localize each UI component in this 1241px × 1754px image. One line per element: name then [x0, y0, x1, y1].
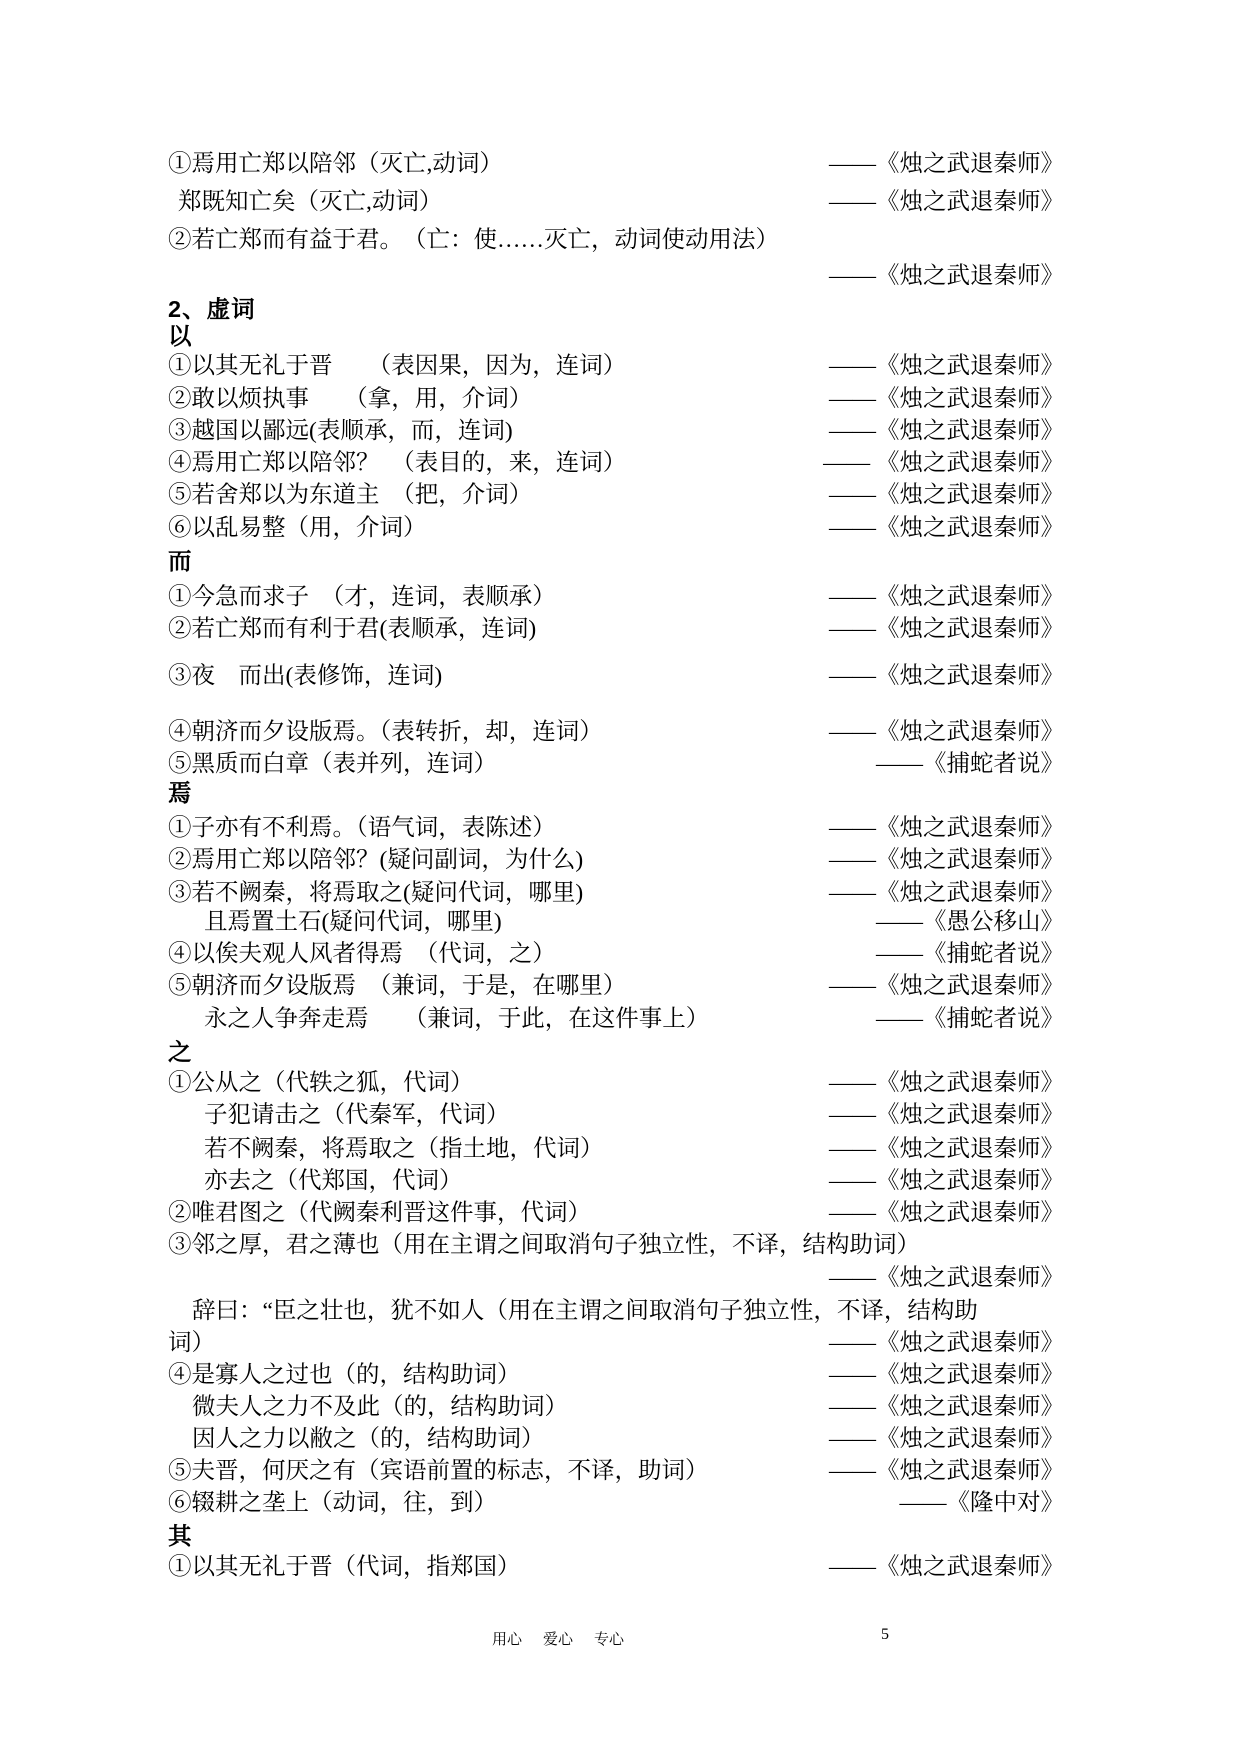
- line-text: 以: [168, 323, 193, 349]
- line-text: ④朝济而夕设版焉。（表转折，却，连词）: [168, 719, 603, 745]
- citation-text: ——《烛之武退秦师》: [829, 1554, 1064, 1580]
- citation-text: ——《烛之武退秦师》: [829, 663, 1064, 689]
- citation-text: ——《烛之武退秦师》: [829, 1362, 1064, 1388]
- document-line: [168, 449, 1064, 478]
- document-line: [168, 1425, 1064, 1454]
- citation-text: ——《烛之武退秦师》: [829, 1394, 1064, 1420]
- line-text: ②唯君图之（代阙秦利晋这件事，代词）: [168, 1200, 591, 1226]
- line-text: ①以其无礼于晋 （表因果，因为，连词）: [168, 353, 627, 379]
- document-line: [168, 514, 1064, 543]
- line-text: ①以其无礼于晋（代词，指郑国）: [168, 1554, 521, 1580]
- line-text: 郑既知亡矣（灭亡,动词）: [178, 189, 443, 215]
- citation-text: ——《捕蛇者说》: [876, 751, 1064, 777]
- citation-text: ——《烛之武退秦师》: [829, 189, 1064, 215]
- line-text: ④是寡人之过也（的，结构助词）: [168, 1362, 521, 1388]
- document-line: [168, 1038, 1064, 1067]
- line-text: ②若亡郑而有益于君。 （亡：使……灭亡，动词使动用法）: [168, 227, 779, 253]
- citation-text: ——《烛之武退秦师》: [829, 1136, 1064, 1162]
- document-line: [168, 1135, 1064, 1164]
- document-line: [168, 1231, 1064, 1260]
- citation-text: ——《烛之武退秦师》: [829, 353, 1064, 379]
- document-line: [168, 1553, 1064, 1582]
- line-text: ⑥以乱易整（用，介词）: [168, 515, 427, 541]
- document-line: [168, 322, 1064, 351]
- line-text: ④焉用亡郑以陪邻？ （表目的，来，连词）: [168, 450, 627, 476]
- document-line: [168, 779, 1064, 808]
- line-text: 若不阙秦，将焉取之（指土地，代词）: [204, 1136, 604, 1162]
- document-line: [168, 188, 1064, 217]
- line-text: ②敢以烦执事 （拿，用，介词）: [168, 386, 533, 412]
- document-line: [168, 1393, 1064, 1422]
- line-text: ③若不阙秦，将焉取之(疑问代词，哪里): [168, 880, 584, 906]
- line-text: 子犯请击之（代秦军，代词）: [204, 1102, 510, 1128]
- line-text: 其: [168, 1523, 193, 1549]
- citation-text: ——《烛之武退秦师》: [829, 515, 1064, 541]
- citation-text: ——《烛之武退秦师》: [829, 1168, 1064, 1194]
- citation-text: ——《隆中对》: [899, 1490, 1064, 1516]
- citation-text: ——《烛之武退秦师》: [829, 418, 1064, 444]
- document-line: [168, 1489, 1064, 1518]
- line-text: 亦去之（代郑国，代词）: [204, 1168, 463, 1194]
- citation-text: ——《烛之武退秦师》: [829, 1330, 1064, 1356]
- line-text: ①焉用亡郑以陪邻（灭亡,动词）: [168, 151, 503, 177]
- line-text: 而: [168, 548, 193, 574]
- document-line: [168, 150, 1064, 179]
- citation-text: ——《烛之武退秦师》: [829, 386, 1064, 412]
- document-line: [168, 583, 1064, 612]
- line-text: 焉: [168, 780, 193, 806]
- document-line: [168, 908, 1064, 937]
- citation-text: ——《烛之武退秦师》: [829, 482, 1064, 508]
- line-text: ③夜 而出(表修饰，连词): [168, 663, 443, 689]
- document-line: [168, 814, 1064, 843]
- document-line: [168, 879, 1064, 908]
- line-text: ①公从之（代轶之狐，代词）: [168, 1070, 474, 1096]
- document-line: [168, 1522, 1064, 1551]
- line-text: 2、虚词: [168, 296, 256, 322]
- citation-text: ——《烛之武退秦师》: [829, 847, 1064, 873]
- citation-text: ——《烛之武退秦师》: [829, 1426, 1064, 1452]
- citation-text: ——《烛之武退秦师》: [829, 616, 1064, 642]
- document-line: [168, 1329, 1064, 1358]
- citation-text: ——《烛之武退秦师》: [829, 1102, 1064, 1128]
- document-line: [168, 662, 1064, 691]
- document-line: [168, 1264, 1064, 1293]
- document-line: [168, 1297, 1064, 1326]
- citation-text: ——《烛之武退秦师》: [829, 1265, 1064, 1291]
- line-text: ①今急而求子 （才，连词，表顺承）: [168, 584, 556, 610]
- document-line: [168, 1457, 1064, 1486]
- citation-text: ——《烛之武退秦师》: [829, 973, 1064, 999]
- line-text: ⑥辍耕之垄上（动词，往，到）: [168, 1490, 497, 1516]
- citation-text: ——《烛之武退秦师》: [829, 1458, 1064, 1484]
- citation-text: ——《烛之武退秦师》: [829, 719, 1064, 745]
- citation-text: ——《烛之武退秦师》: [829, 1070, 1064, 1096]
- document-line: [168, 1101, 1064, 1130]
- line-text: 微夫人之力不及此（的，结构助词）: [192, 1394, 568, 1420]
- line-text: ⑤夫晋，何厌之有（宾语前置的标志，不译，助词）: [168, 1458, 709, 1484]
- document-line: [168, 1069, 1064, 1098]
- line-text: ②焉用亡郑以陪邻？(疑问副词，为什么): [168, 847, 584, 873]
- citation-text: ——《烛之武退秦师》: [829, 1200, 1064, 1226]
- line-text: ③邻之厚，君之薄也（用在主谓之间取消句子独立性，不译，结构助词）: [168, 1232, 920, 1258]
- page-number: 5: [881, 1626, 889, 1643]
- document-line: [168, 940, 1064, 969]
- citation-text: ——《捕蛇者说》: [876, 941, 1064, 967]
- line-text: 辞曰：“臣之壮也，犹不如人（用在主谓之间取消句子独立性，不译，结构助: [192, 1298, 978, 1324]
- document-line: [168, 972, 1064, 1001]
- document-line: [168, 352, 1064, 381]
- citation-text: ——《愚公移山》: [876, 909, 1064, 935]
- line-text: ⑤朝济而夕设版焉 （兼词，于是，在哪里）: [168, 973, 627, 999]
- document-line: [168, 417, 1064, 446]
- document-line: [168, 226, 1064, 255]
- footer-motto-word: 爱心: [543, 1632, 574, 1648]
- line-text: 词）: [168, 1330, 215, 1356]
- citation-text: —— 《烛之武退秦师》: [823, 450, 1064, 476]
- document-line: [168, 846, 1064, 875]
- document-line: [168, 615, 1064, 644]
- line-text: ②若亡郑而有利于君(表顺承，连词): [168, 616, 537, 642]
- line-text: ④以俟夫观人风者得焉 （代词，之）: [168, 941, 556, 967]
- document-line: [168, 1199, 1064, 1228]
- document-line: [168, 718, 1064, 747]
- document-line: [168, 547, 1064, 576]
- line-text: 因人之力以敝之（的，结构助词）: [192, 1426, 545, 1452]
- line-text: ⑤黑质而白章（表并列，连词）: [168, 751, 497, 777]
- line-text: 且焉置土石(疑问代词，哪里): [204, 909, 502, 935]
- citation-text: ——《烛之武退秦师》: [829, 584, 1064, 610]
- document-line: [168, 481, 1064, 510]
- line-text: ⑤若舍郑以为东道主 （把，介词）: [168, 482, 533, 508]
- footer-motto-word: 专心: [594, 1632, 625, 1648]
- citation-text: ——《烛之武退秦师》: [829, 263, 1064, 289]
- line-text: ①子亦有不利焉。（语气词，表陈述）: [168, 815, 556, 841]
- line-text: 之: [168, 1039, 193, 1065]
- citation-text: ——《捕蛇者说》: [876, 1006, 1064, 1032]
- document-line: [168, 750, 1064, 779]
- line-text: 永之人争奔走焉 （兼词，于此，在这件事上）: [204, 1006, 710, 1032]
- document-line: [168, 1005, 1064, 1034]
- document-line: [168, 262, 1064, 291]
- citation-text: ——《烛之武退秦师》: [829, 151, 1064, 177]
- footer-motto: [492, 1628, 624, 1649]
- document-line: [168, 1167, 1064, 1196]
- document-line: [168, 385, 1064, 414]
- footer-motto-word: 用心: [492, 1632, 523, 1648]
- document-line: [168, 295, 1064, 324]
- document-line: [168, 1361, 1064, 1390]
- line-text: ③越国以鄙远(表顺承，而，连词): [168, 418, 513, 444]
- citation-text: ——《烛之武退秦师》: [829, 880, 1064, 906]
- citation-text: ——《烛之武退秦师》: [829, 815, 1064, 841]
